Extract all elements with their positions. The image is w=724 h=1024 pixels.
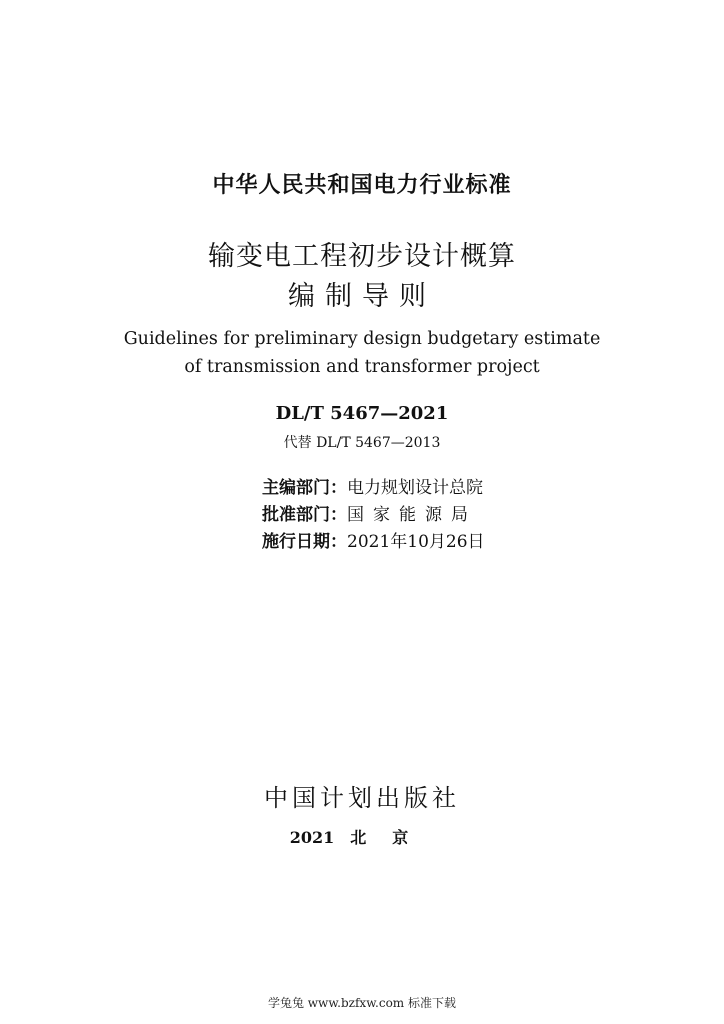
- title-chinese-line2: 编制导则: [288, 281, 436, 312]
- approver-value: 国家能源局: [347, 505, 477, 525]
- editor-label: 主编部门：: [262, 478, 347, 498]
- title-english-line2: of transmission and transformer project: [184, 357, 540, 377]
- approver-label: 批准部门：: [262, 505, 347, 525]
- effective-date-label: 施行日期：: [262, 532, 347, 552]
- effective-date-row: [262, 529, 485, 556]
- editor-value: 电力规划设计总院: [347, 478, 483, 498]
- publisher-name: 中国计划出版社: [264, 784, 460, 812]
- metadata-block: [262, 475, 485, 556]
- title-english-line1: Guidelines for preliminary design budgetary estimate: [123, 329, 601, 349]
- title-chinese-line1: 输变电工程初步设计概算: [208, 241, 516, 272]
- editor-row: [262, 475, 485, 502]
- effective-date-value: 2021年10月26日: [347, 532, 485, 552]
- watermark-footer: 学兔兔 www.bzfxw.com 标准下载: [267, 996, 457, 1010]
- standard-code: DL/T 5467—2021: [275, 403, 449, 424]
- approver-row: [262, 502, 485, 529]
- publication-year: 2021: [289, 828, 335, 847]
- standard-category: 中华人民共和国电力行业标准: [212, 173, 512, 198]
- publication-place: [0, 825, 724, 848]
- publication-city: 北京: [350, 828, 435, 847]
- replaces-standard: 代替 DL/T 5467—2013: [283, 435, 441, 451]
